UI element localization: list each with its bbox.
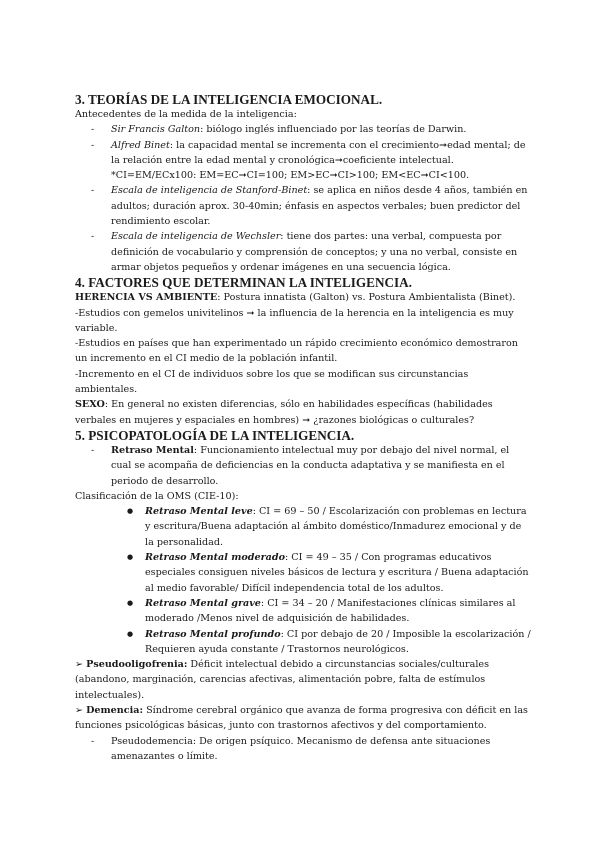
herencia-paragraph: HERENCIA VS AMBIENTE: Postura innatista (Galton) vs. Postura Ambientalista (Binet). bbox=[75, 292, 516, 304]
section-4-title: 4. FACTORES QUE DETERMINAN LA INTELIGENCIA. bbox=[75, 275, 412, 291]
s4-line: -Incremento en el CI de individuos sobre los que se modifican sus circunstancias ambientales. bbox=[75, 368, 469, 396]
arrow-icon: ➢ bbox=[75, 659, 84, 671]
pseudodemencia-item: - Pseudodemencia: De origen psíquico. Mecanismo de defensa ante situaciones amenazantes o límite. bbox=[75, 734, 531, 765]
bullet-item: ● Retraso Mental moderado: CI = 49 – 35 / Con programas educativos especiales consiguen niveles básicos de lectura y escritura / Buena adaptación al medio favorable/ Difícil independencia total de los adultos. bbox=[75, 550, 531, 596]
s4-line: -Estudios en países que han experimentado un rápido crecimiento económico demostraron un incremento en el CI medio de la población infantil. bbox=[75, 338, 518, 365]
pseudooligofrenia-paragraph: ➢ Pseudooligofrenia: Déficit intelectual debido a circunstancias sociales/culturales (abandono, marginación, carencias afectivas, alimentación pobre, falta de estímulos intelectuales). bbox=[75, 659, 490, 701]
section-3-title: 3. TEORÍAS DE LA INTELIGENCIA EMOCIONAL. bbox=[75, 92, 383, 107]
section-5-title: 5. PSICOPATOLOGÍA DE LA INTELIGENCIA. bbox=[75, 427, 355, 443]
list-item: - Alfred Binet: la capacidad mental se incrementa con el crecimiento➞edad mental; de la relación entre la edad mental y cronológica➞coeficiente intelectual. *CI=EM/ECx100: EM=EC➞CI=100; EM>EC➞CI>100; EM<EC➞CI<100. bbox=[75, 138, 531, 184]
bullet-item: ● Retraso Mental leve: CI = 69 – 50 / Escolarización con problemas en lectura y escritura/Buena adaptación al ámbito doméstico/Inmadurez emocional y de la personalidad. bbox=[75, 504, 531, 550]
arrow-icon: ➢ bbox=[75, 704, 84, 716]
list-item: - Escala de inteligencia de Stanford-Binet: se aplica en niños desde 4 años, también en adultos; duración aprox. 30-40min; énfasis en aspectos verbales; buen predictor del rendimiento escolar. bbox=[75, 183, 531, 229]
s3-intro: Antecedentes de la medida de la inteligencia: bbox=[75, 109, 297, 120]
list-item: - Sir Francis Galton: biólogo inglés influenciado por las teorías de Darwin. bbox=[75, 122, 531, 137]
list-item: - Escala de inteligencia de Wechsler: tiene dos partes: una verbal, compuesta por definición de vocabulario y comprensión de conceptos; y una no verbal, consiste en armar objetos pequeños y ordenar imágenes en una secuencia lógica. bbox=[75, 229, 531, 275]
document-page bbox=[75, 92, 531, 764]
bullet-item: ● Retraso Mental grave: CI = 34 – 20 / Manifestaciones clínicas similares al moderado /Menos nivel de adquisición de habilidades. bbox=[75, 596, 531, 627]
retraso-paragraph: - Retraso Mental: Funcionamiento intelectual muy por debajo del nivel normal, el cual se acompaña de deficiencias en la conducta adaptativa y se manifiesta en el periodo de desarrollo. bbox=[75, 443, 531, 489]
s4-line: -Estudios con gemelos univitelinos ➞ la influencia de la herencia en la inteligencia es muy variable. bbox=[75, 307, 514, 334]
demencia-paragraph: ➢ Demencia: Síndrome cerebral orgánico que avanza de forma progresiva con déficit en las funciones psicológicas básicas, junto con trastornos afectivos y del comportamiento. bbox=[75, 704, 528, 732]
clasificacion: Clasificación de la OMS (CIE-10): bbox=[75, 490, 239, 502]
bullet-item: ● Retraso Mental profundo: CI por debajo de 20 / Imposible la escolarización / Requieren ayuda constante / Trastornos neurológicos. bbox=[75, 627, 531, 658]
sexo-paragraph: SEXO: En general no existen diferencias, sólo en habilidades específicas (habilidades verbales en mujeres y espaciales en hombres) ➞ ¿razones biológicas o culturales? bbox=[75, 399, 493, 426]
